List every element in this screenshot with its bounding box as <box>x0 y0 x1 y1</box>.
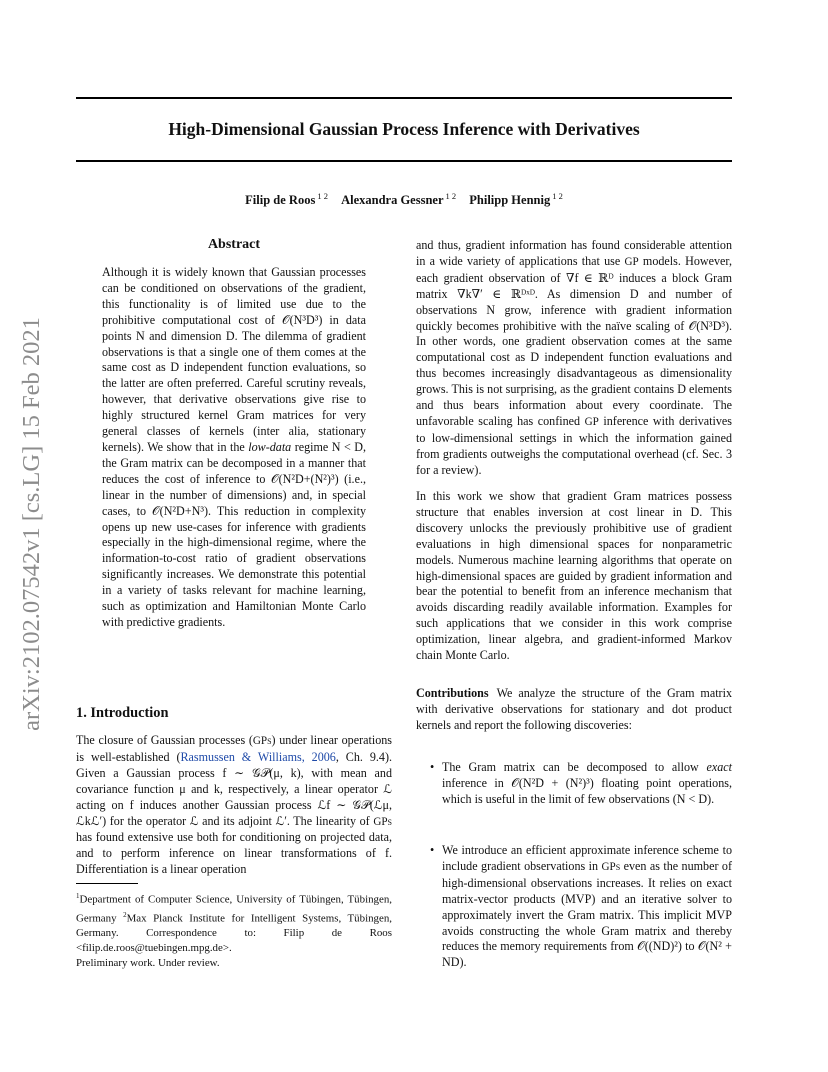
right-paragraph-2: In this work we show that gradient Gram matrices possess structure that enables inversion at cost linear in D. This discovery unlocks the previously prohibitive use of gradient evaluations in high dimensional spaces for nonparametric models. Numerous machine learning algorithms that operate on high-dimensional spaces are guided by gradient information and bear the potential to benefit from an inference mechanism that avoids discarding readily available information. Examples for such applications that we consider in this work comprise optimization, linear algebra, and gradient-informed Markov chain Monte Carlo. <box>416 489 732 663</box>
footnote-marker: 2 <box>123 910 127 919</box>
bullet-text: even as the number of high-dimensional observations increases. It relies on exact matrix-vector products (MVP) and an iterative solver to approximately invert the Gram matrix. This implicit MVP avoids constructing the whole Gram matrix and thereby reduces the memory requirements from 𝒪((ND)²) to 𝒪(N² + ND). <box>442 858 732 970</box>
abstract-emphasis: low-data <box>248 439 292 454</box>
contribution-item-1 <box>442 760 732 808</box>
contributions-paragraph <box>416 686 732 734</box>
footnote <box>76 889 392 956</box>
author-2 <box>341 193 456 207</box>
contribution-item-2 <box>442 843 732 971</box>
arxiv-stamp-text: arXiv:2102.07542v1 [cs.LG] 15 Feb 2021 <box>18 317 45 731</box>
intro-text: , Ch. 9.4). Given a Gaussian process f ∼ 𝒢𝒫(μ, k), with mean and covariance function μ and k, respectively, a linear operator ℒ acting on f induces another Gaussian process ℒf ∼ 𝒢𝒫(ℒμ, ℒkℒ′) for the operator ℒ and its adjoint ℒ′. The linearity of <box>76 749 392 828</box>
author-affil: 1 2 <box>317 191 328 201</box>
author-list <box>76 191 732 208</box>
gp-smallcaps: GP <box>584 415 599 428</box>
bullet-text: inference in 𝒪(N²D + (N²)³) floating point operations, which is useful in the limit of few observations (N < D). <box>442 775 732 806</box>
paper-title: High-Dimensional Gaussian Process Inference with Derivatives <box>168 119 640 139</box>
arxiv-stamp <box>10 289 54 759</box>
top-rule <box>76 97 732 99</box>
abstract-heading: Abstract <box>207 237 261 252</box>
author-affil: 1 2 <box>445 191 457 201</box>
gps-smallcaps: GPs <box>252 735 272 747</box>
author-name: Philipp Hennig <box>469 193 551 208</box>
author-affil: 1 2 <box>552 191 563 201</box>
section-heading-introduction: 1. Introduction <box>76 705 169 721</box>
footnote-affil-2: Max Planck Institute for Intelligent Systems, Tübingen, Germany. Correspondence to: Filip de Roos <filip.de.roos@tuebingen.mpg.de>. <box>76 912 392 955</box>
preliminary-note: Preliminary work. Under review. <box>76 957 220 969</box>
title-bottom-rule <box>76 160 732 162</box>
abstract-text-2: regime N < D, the Gram matrix can be decomposed in a manner that reduces the cost of inference to 𝒪(N²D+(N²)³) (i.e., linear in the number of dimensions) and, in special cases, to 𝒪(N²D+N³). This reduction in complexity opens up new use-cases for inference with gradients especially in the high-dimensional regime, where the information-to-cost ratio of gradient observations significantly increases. We demonstrate this potential in a variety of tasks relevant for machine learning, such as optimization and Hamiltonian Monte Carlo with predictive gradients. <box>102 439 366 629</box>
author-name: Filip de Roos <box>245 193 316 208</box>
right-paragraph-1 <box>416 238 732 479</box>
intro-text: The closure of Gaussian processes ( <box>76 733 253 747</box>
body-text: and thus, gradient information has found considerable attention in a wide variety of applications that use <box>416 238 732 268</box>
author-1 <box>245 193 328 207</box>
gps-smallcaps: GPs <box>373 815 392 828</box>
emphasis-exact: exact <box>706 760 732 774</box>
gps-smallcaps: GPs <box>601 860 621 873</box>
bullet-marker: • <box>430 843 435 857</box>
author-3 <box>469 193 563 207</box>
gp-smallcaps: GP <box>624 255 639 268</box>
author-name: Alexandra Gessner <box>341 193 444 208</box>
footnote-marker: 1 <box>76 892 80 900</box>
contributions-text: We analyze the structure of the Gram matrix with derivative observations for stationary and dot product kernels and report the following discoveries: <box>416 686 732 732</box>
intro-text: has found extensive use both for conditioning on projected data, and to perform inference on linear transformations of f. Differentiation is a linear operation <box>76 830 392 877</box>
body-text: inference with derivatives to low-dimensional settings in which the information gained from gradients outweighs the computational overhead (cf. Sec. 3 for a review). <box>416 413 732 477</box>
bullet-text: We introduce an efficient approximate inference scheme to include gradient observations in <box>442 843 732 873</box>
contributions-heading: Contributions <box>416 686 489 700</box>
abstract-body <box>102 265 366 631</box>
bullet-marker: • <box>430 760 435 774</box>
bullet-text: The Gram matrix can be decomposed to allow <box>442 760 707 774</box>
abstract-text-1: Although it is widely known that Gaussian processes can be conditioned on observations of the gradient, this functionality is of limited use due to the prohibitive computational cost of 𝒪(N³D³) in data points N and dimension D. The dilemma of gradient observations is that a single one of them comes at the same cost as D independent function evaluations, so the latter are often preferred. Careful scrutiny reveals, however, that derivative observations give rise to highly structured kernel Gram matrices for very general classes of kernels (inter alia, stationary kernels). We show that in the <box>102 265 366 454</box>
intro-text: ) under linear operations is well-established ( <box>76 733 393 764</box>
intro-paragraph <box>76 733 392 878</box>
footnote-rule <box>76 883 138 884</box>
citation-link[interactable]: Rasmussen & Williams, 2006 <box>180 749 336 764</box>
body-text: models. However, each gradient observation of ∇f ∈ ℝᴰ induces a block Gram matrix ∇k∇′ ∈ ℝᴰˣᴰ. As dimension D and number of observations N grow, inference with gradient information quickly becomes prohibitive with the naïve scaling of 𝒪(N³D³). In other words, one gradient observation comes at the same computational cost as D independent function evaluations and thus becomes increasingly disadvantageous as dimensionality grows. This is not surprising, as the gradient contains D elements and thus bears information about every coordinate. The unfavorable scaling has confined <box>416 253 732 428</box>
footnote-affil-1: Department of Computer Science, University of Tübingen, Tübingen, Germany <box>76 893 392 925</box>
